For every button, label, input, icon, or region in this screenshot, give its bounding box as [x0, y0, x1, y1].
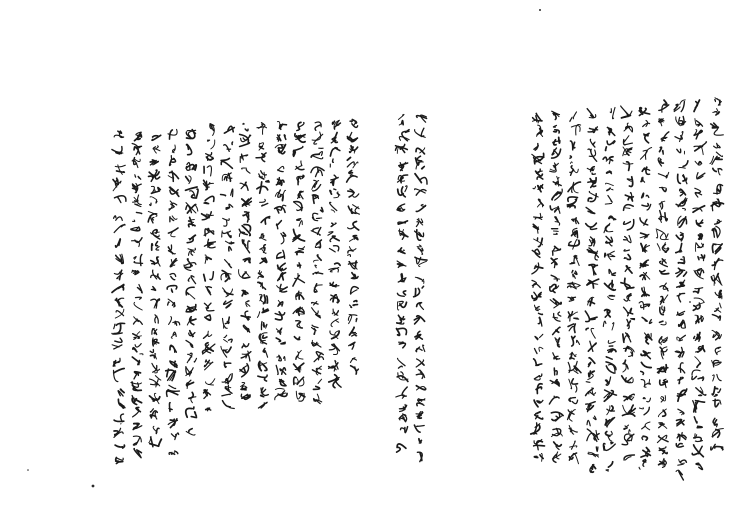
- left-page-column-7: [239, 124, 252, 400]
- right-page-column-7: [603, 108, 616, 472]
- paper-specks: [27, 9, 691, 487]
- right-page-column-9: [567, 112, 581, 464]
- paper-speck-3: [689, 301, 691, 303]
- left-page-column-8: [221, 126, 235, 408]
- right-page-column-11: [531, 113, 545, 461]
- left-page-column-12: [148, 135, 161, 446]
- right-page-column-4: [656, 100, 669, 467]
- paper-speck-2: [539, 9, 541, 11]
- right-page-column-8: [585, 109, 599, 473]
- left-page-column-6: [256, 123, 270, 408]
- left-page-column-1: [347, 120, 360, 375]
- left-page-column-2: [328, 120, 341, 388]
- left-page-column-5: [275, 121, 288, 399]
- right-page-column-6: [621, 106, 636, 460]
- paper-speck-1: [92, 485, 95, 488]
- paper-speck-4: [27, 469, 29, 471]
- right-page-column-1: [710, 98, 724, 450]
- left-page-column-4: [293, 122, 305, 401]
- right-page-column-13: [396, 114, 410, 452]
- right-page-column-10: [549, 111, 563, 462]
- right-page-column-5: [639, 108, 652, 470]
- right-page-text: [396, 98, 724, 480]
- left-page-column-11: [166, 129, 180, 454]
- left-page-text: [112, 120, 360, 464]
- left-page-column-9: [202, 124, 216, 411]
- right-page-column-2: [692, 100, 706, 469]
- right-page-column-3: [674, 100, 688, 480]
- left-page-column-13: [131, 132, 143, 457]
- right-page-column-12: [414, 115, 427, 462]
- left-page-column-14: [112, 131, 126, 464]
- left-page-column-3: [311, 122, 324, 404]
- left-page-column-10: [184, 130, 198, 436]
